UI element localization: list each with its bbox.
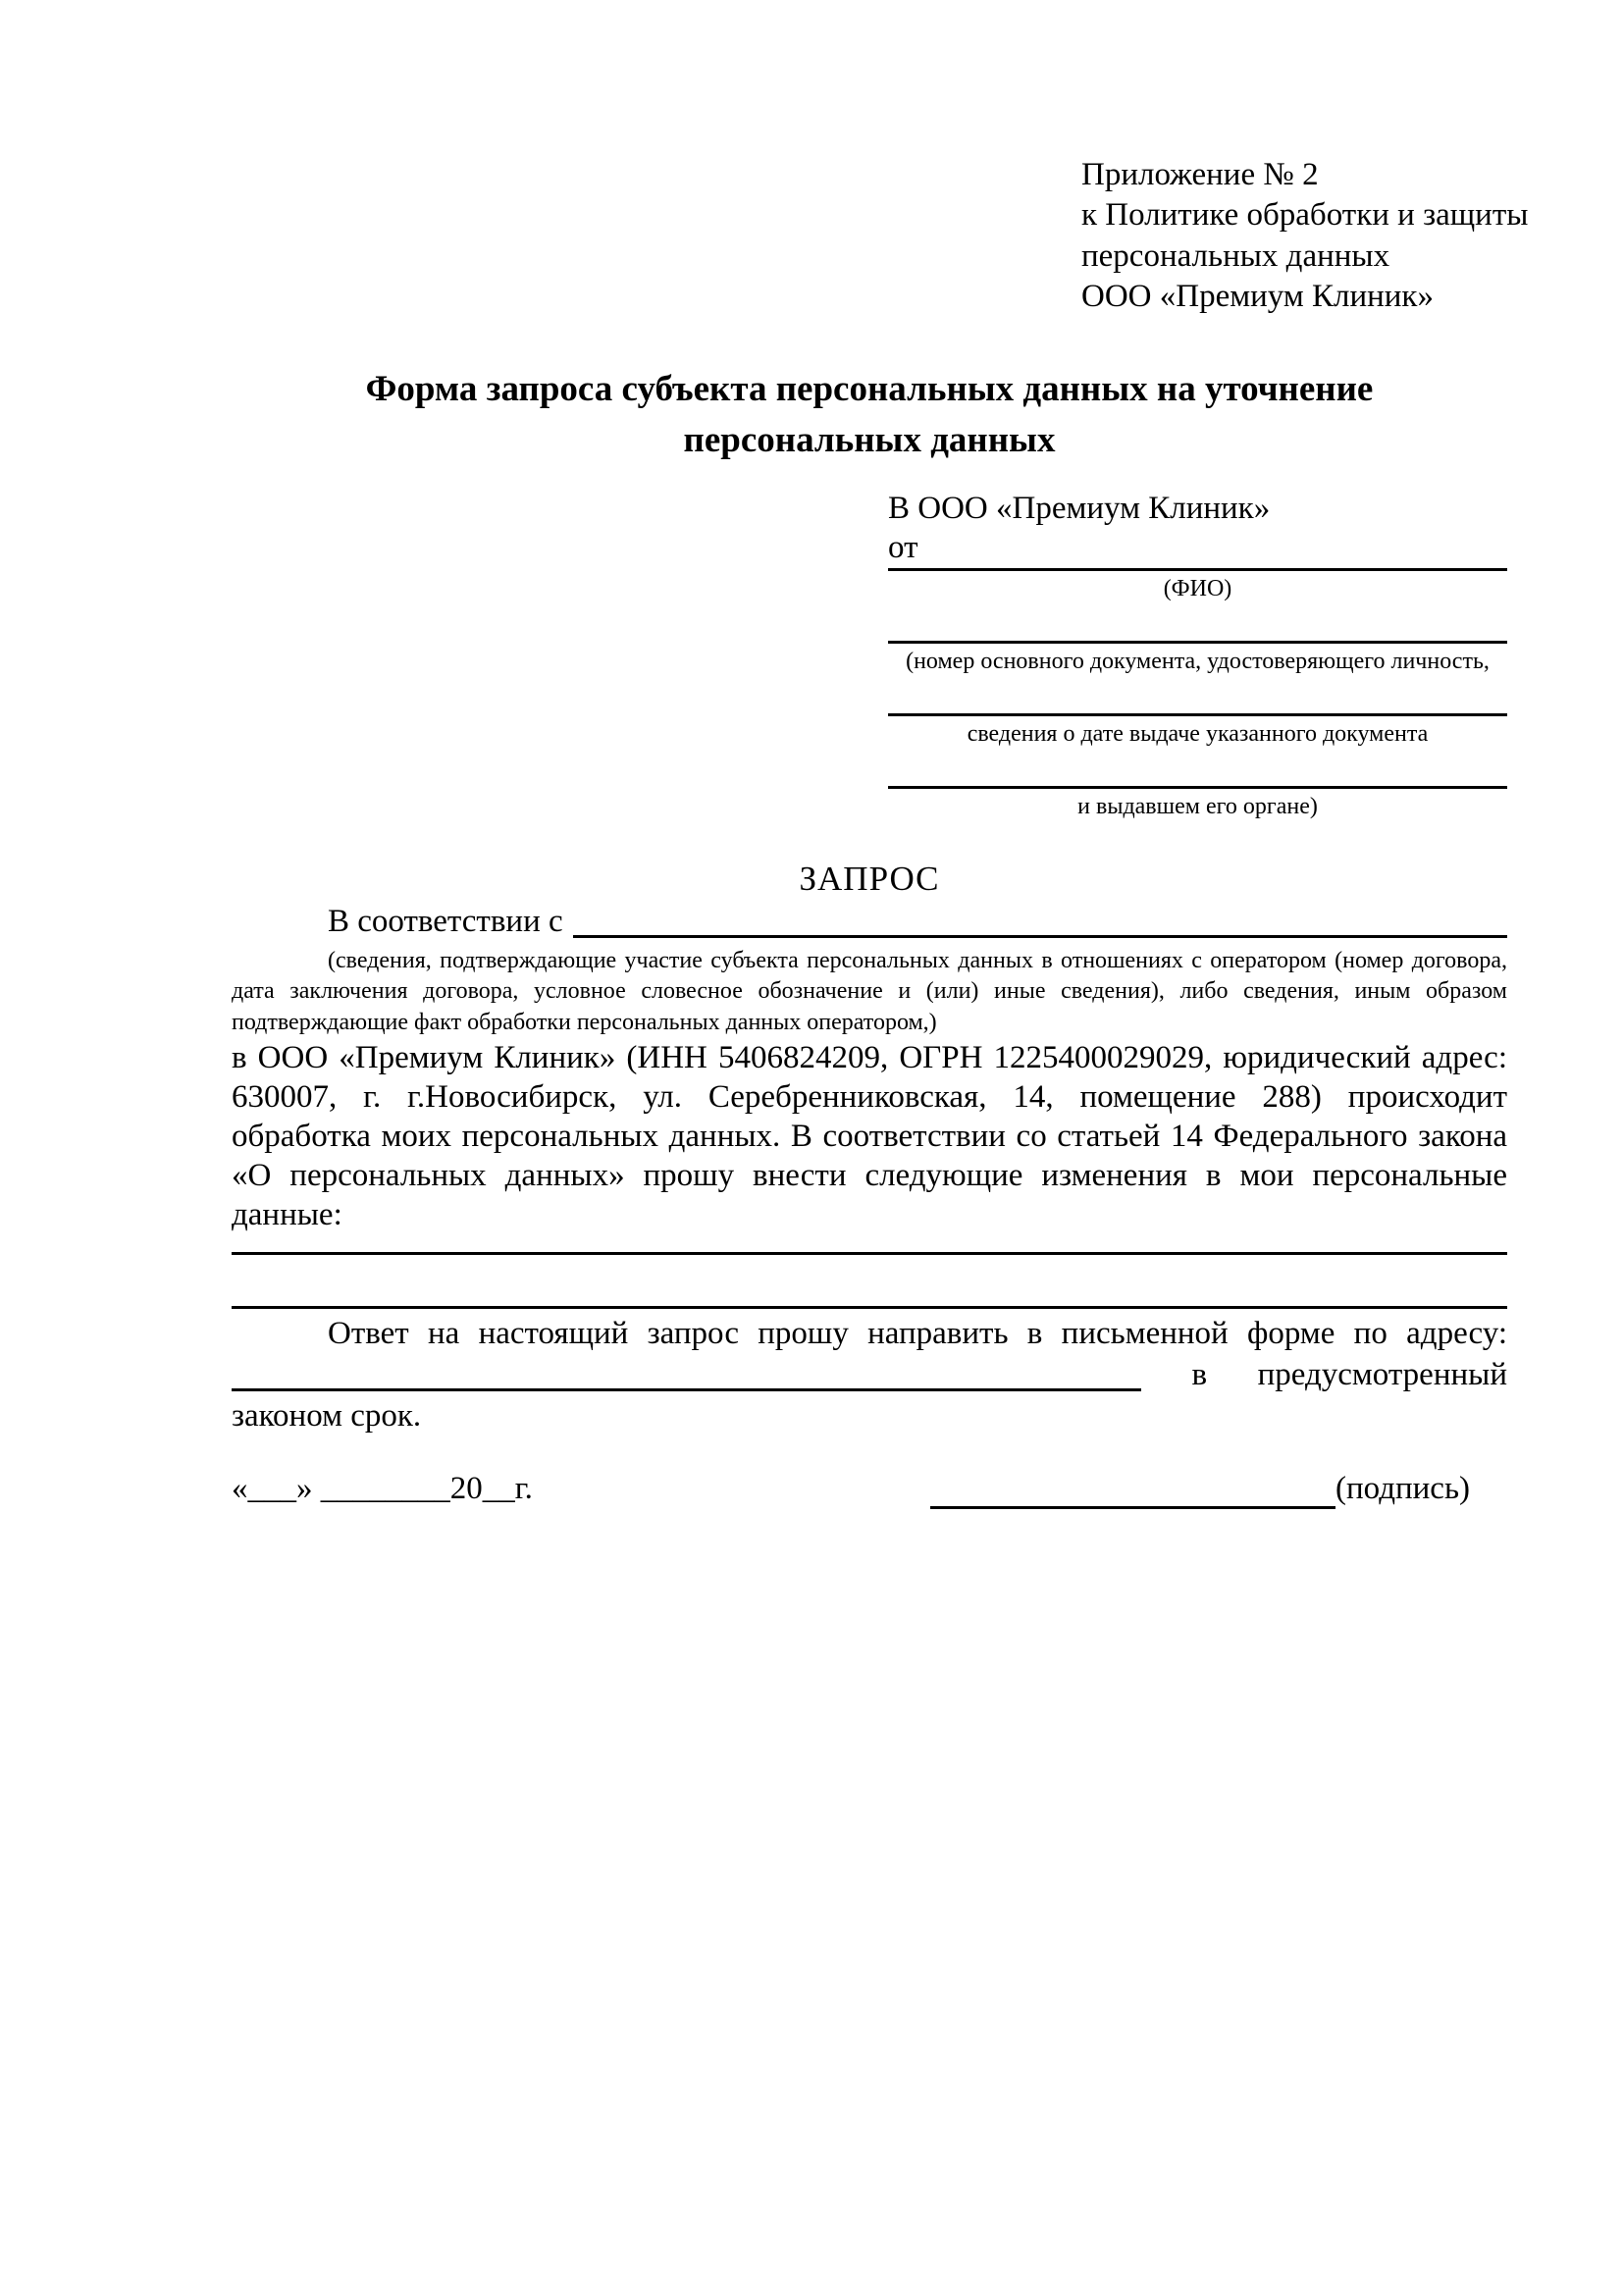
appendix-line: Приложение № 2 xyxy=(1081,157,1319,192)
changes-blank-line-1 xyxy=(232,1235,1507,1255)
date-blank-text: «___» ________20__г. xyxy=(232,1470,533,1506)
appendix-header xyxy=(1081,155,1529,317)
fio-field xyxy=(888,568,1507,603)
reply-address-sentence: Ответ на настоящий запрос прошу направить в письменной форме по адресу: xyxy=(328,1315,1507,1351)
addressee-block xyxy=(888,490,1507,821)
changes-blank-line-2 xyxy=(232,1255,1507,1309)
issuing-authority-blank-line xyxy=(888,786,1507,789)
signature-blank-line xyxy=(930,1470,1335,1509)
reply-word-in: в xyxy=(1191,1356,1208,1392)
issuing-authority-field xyxy=(888,786,1507,821)
date-signature-row xyxy=(232,1470,1507,1509)
addressee-organization: В ООО «Премиум Клиник» xyxy=(888,490,1271,526)
document-title: Форма запроса субъекта персональных данных на уточнение персональных данных xyxy=(365,369,1374,460)
addressee-from-label: от xyxy=(888,529,918,565)
fio-caption: (ФИО) xyxy=(1163,575,1232,601)
basis-blank-line xyxy=(573,903,1507,938)
fio-blank-line xyxy=(888,568,1507,571)
signature-caption: (подпись) xyxy=(1335,1470,1470,1506)
reply-word-stipulated: предусмотренный xyxy=(1257,1356,1507,1392)
signature-group xyxy=(930,1470,1470,1509)
basis-label: В соответствии с xyxy=(328,903,563,939)
basis-row xyxy=(232,903,1507,942)
issue-date-field xyxy=(888,713,1507,749)
issue-date-caption: сведения о дате выдаче указанного документа xyxy=(967,720,1429,747)
reply-term-text: законом срок. xyxy=(232,1397,422,1434)
appendix-line: персональных данных xyxy=(1081,237,1390,274)
issue-date-blank-line xyxy=(888,713,1507,716)
appendix-line: к Политике обработки и защиты xyxy=(1081,197,1529,234)
document-number-blank-line xyxy=(888,641,1507,644)
request-heading: ЗАПРОС xyxy=(799,859,940,898)
basis-explanatory-note: (сведения, подтверждающие участие субъекта персональных данных в отношениях с оператором (номер договора, дата заключения договора, условное словесное обозначение и (или) иные сведения), либо сведения, иным образом подтверждающие факт обработки персональных данных оператором,) xyxy=(232,947,1507,1036)
reply-address-row xyxy=(232,1354,1507,1395)
issuing-authority-caption: и выдавшем его органе) xyxy=(1077,793,1318,819)
document-number-caption: (номер основного документа, удостоверяющего личность, xyxy=(906,648,1490,674)
appendix-line: ООО «Премиум Клиник» xyxy=(1081,278,1434,314)
reply-address-blank-line xyxy=(232,1354,1141,1391)
request-body-paragraph: в ООО «Премиум Клиник» (ИНН 5406824209, ОГРН 1225400029029, юридический адрес: 630007, г. г.Новосибирск, ул. Серебренниковская, 14, помещение 288) происходит обработка моих персональных данных. В соответствии со статьей 14 Федерального закона «О персональных данных» прошу внести следующие изменения в мои персональные данные: xyxy=(232,1040,1507,1232)
document-number-field xyxy=(888,641,1507,676)
